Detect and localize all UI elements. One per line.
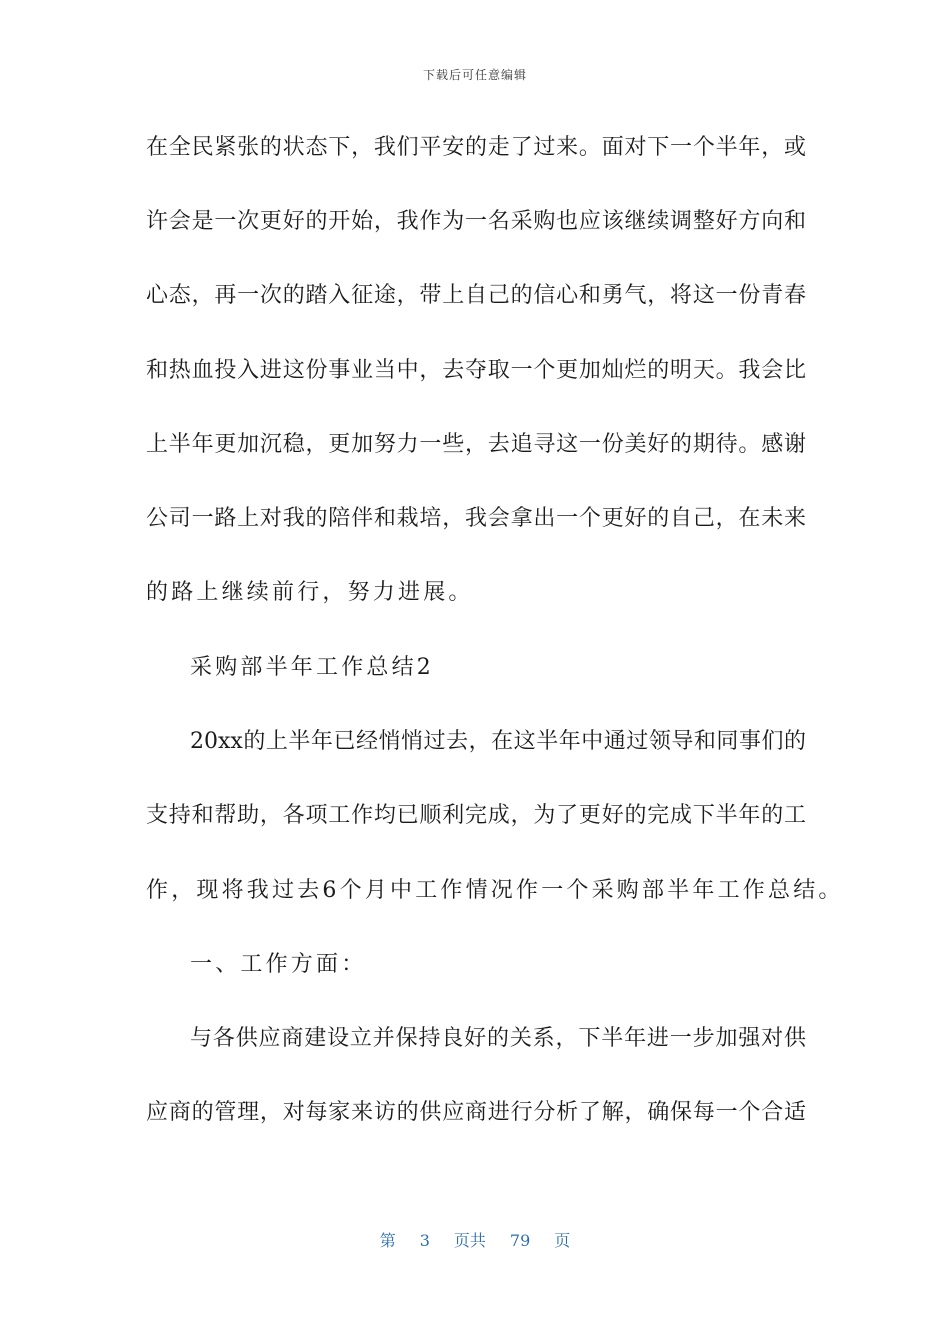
- current-page: 3: [419, 1231, 430, 1250]
- total-pages: 79: [509, 1231, 531, 1250]
- page-suffix: 页: [554, 1231, 571, 1250]
- paragraph-line: 作，现将我过去6个月中工作情况作一个采购部半年工作总结。: [146, 878, 844, 903]
- page-prefix: 第: [379, 1231, 396, 1250]
- paragraph-line: 20xx的上半年已经悄悄过去，在这半年中通过领导和同事们的: [190, 729, 806, 754]
- paragraph-line: 应商的管理，对每家来访的供应商进行分析了解，确保每一个合适: [146, 1100, 806, 1125]
- paragraph-line: 的路上继续前行，努力进展。: [146, 580, 474, 605]
- paragraph-line: 公司一路上对我的陪伴和栽培，我会拿出一个更好的自己，在未来: [146, 506, 806, 531]
- paragraph-line: 上半年更加沉稳，更加努力一些，去追寻这一份美好的期待。感谢: [146, 432, 806, 457]
- page-middle: 页共: [453, 1231, 486, 1250]
- paragraph-line: 与各供应商建设立并保持良好的关系，下半年进一步加强对供: [190, 1026, 806, 1051]
- section-title: 采购部半年工作总结2: [190, 655, 434, 680]
- page-indicator: [0, 1228, 950, 1251]
- paragraph-line: 许会是一次更好的开始，我作为一名采购也应该继续调整好方向和: [146, 209, 806, 234]
- paragraph-line: 在全民紧张的状态下，我们平安的走了过来。面对下一个半年，或: [146, 135, 806, 160]
- paragraph-line: 支持和帮助，各项工作均已顺利完成，为了更好的完成下半年的工: [146, 803, 806, 828]
- header-note: 下载后可任意编辑: [422, 68, 527, 82]
- paragraph-line: 心态，再一次的踏入征途，带上自己的信心和勇气，将这一份青春: [146, 283, 806, 308]
- subheading: 一、工作方面：: [190, 952, 367, 977]
- paragraph-line: 和热血投入进这份事业当中，去夺取一个更加灿烂的明天。我会比: [146, 358, 806, 383]
